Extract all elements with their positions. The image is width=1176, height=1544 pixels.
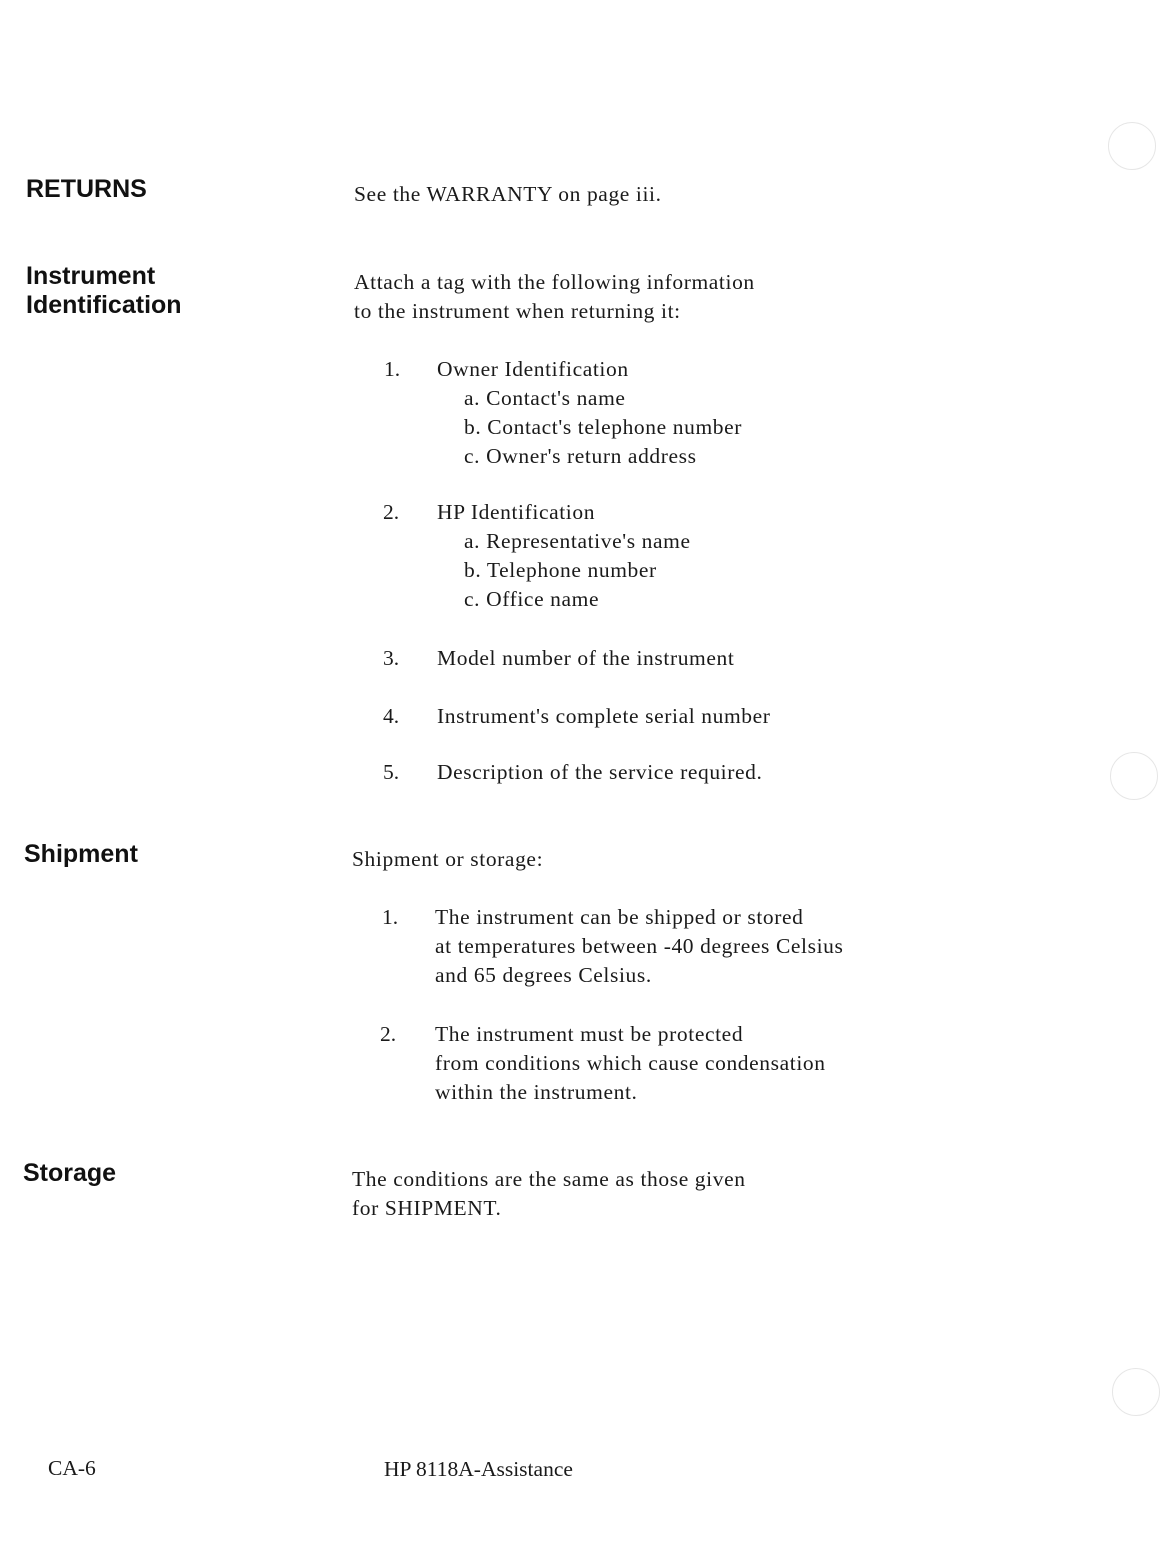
document-title: HP 8118A-Assistance [384,1457,573,1481]
shipment-intro: Shipment or storage: [352,847,544,871]
list-number: 2. [380,1022,397,1046]
list-item: Description of the service required. [437,760,763,784]
storage-heading: Storage [23,1159,117,1187]
item-line: from conditions which cause condensation [435,1051,826,1075]
heading-line: Identification [26,291,182,319]
item-line: within the instrument. [435,1080,638,1104]
list-item: Model number of the instrument [437,646,735,670]
punch-hole-bottom [1112,1368,1160,1416]
sub-list-item: b. Contact's telephone number [464,415,743,439]
list-number: 4. [383,704,400,728]
returns-text: See the WARRANTY on page iii. [354,182,662,206]
intro-line: Attach a tag with the following information [354,270,755,294]
list-item: Owner Identification [437,357,629,381]
sub-list-item: c. Owner's return address [464,444,697,468]
list-item: Instrument's complete serial number [437,704,771,728]
list-number: 2. [383,500,400,524]
storage-text [352,1165,746,1223]
sub-list [464,384,742,471]
storage-line: for SHIPMENT. [352,1196,502,1220]
shipment-heading: Shipment [24,840,138,868]
sub-list-item: a. Representative's name [464,529,691,553]
page-number: CA-6 [48,1456,96,1480]
punch-hole-middle [1110,752,1158,800]
list-number: 5. [383,760,400,784]
sub-list [464,527,691,614]
sub-list-item: a. Contact's name [464,386,626,410]
heading-line: Instrument [26,262,156,290]
item-line: The instrument must be protected [435,1022,744,1046]
sub-list-item: c. Office name [464,587,600,611]
sub-list-item: b. Telephone number [464,558,657,582]
shipment-item [435,903,843,990]
item-line: The instrument can be shipped or stored [435,905,804,929]
shipment-item [435,1020,826,1107]
intro-line: to the instrument when returning it: [354,299,681,323]
item-line: at temperatures between -40 degrees Celsius [435,934,844,958]
list-item: HP Identification [437,500,596,524]
item-line: and 65 degrees Celsius. [435,963,652,987]
identification-intro [354,268,755,326]
storage-line: The conditions are the same as those given [352,1167,746,1191]
punch-hole-top [1108,122,1156,170]
list-number: 1. [382,905,399,929]
instrument-identification-heading [26,262,182,320]
list-number: 1. [384,357,401,381]
returns-heading: RETURNS [26,175,147,203]
list-number: 3. [383,646,400,670]
